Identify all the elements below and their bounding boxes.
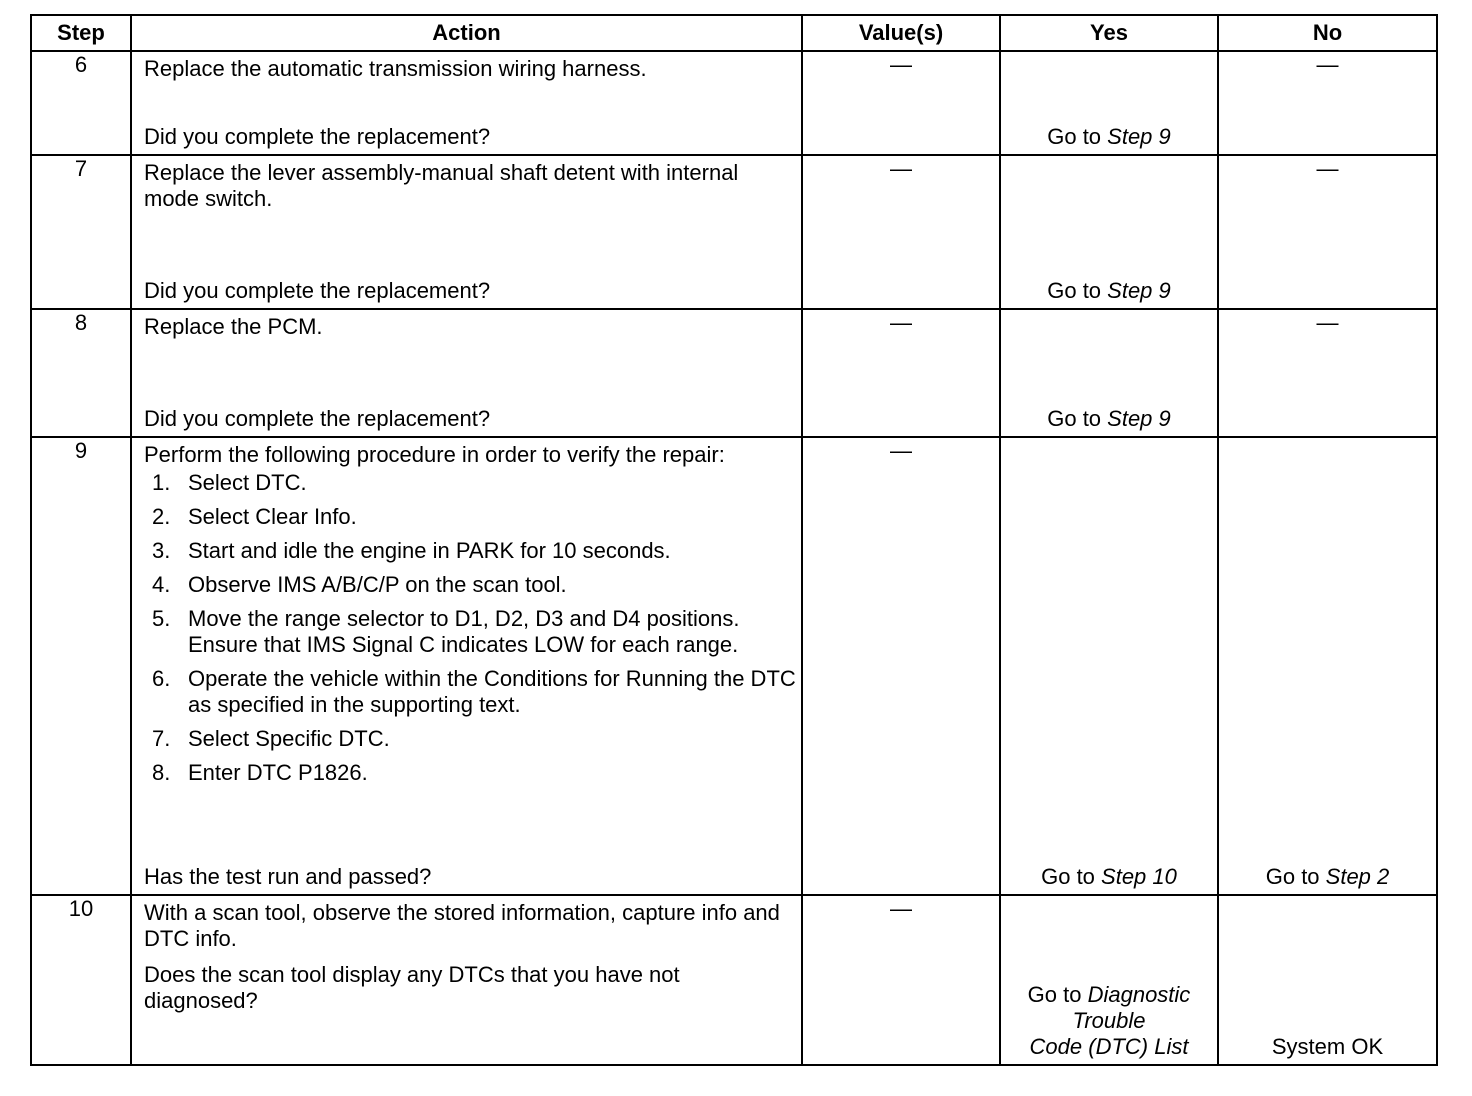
yes-goto: Go to Step 9	[1047, 124, 1171, 149]
action-cell	[131, 895, 802, 1065]
list-item: 4. Observe IMS A/B/C/P on the scan tool.	[152, 572, 567, 597]
action-question: Has the test run and passed?	[144, 864, 432, 889]
action-question: Did you complete the replacement?	[144, 124, 491, 149]
table-row	[31, 437, 1437, 895]
table-row	[31, 51, 1437, 155]
list-item: 3. Start and idle the engine in PARK for 10 seconds.	[152, 538, 671, 563]
action-text: Replace the lever assembly-manual shaft detent with internal mode switch.	[144, 160, 739, 211]
header-step: Step	[31, 15, 131, 51]
header-no: No	[1218, 15, 1437, 51]
table-row	[31, 895, 1437, 1065]
list-item: 2. Select Clear Info.	[152, 504, 357, 529]
step-number: 8	[31, 309, 131, 437]
step-link[interactable]: Step 10	[1101, 864, 1177, 889]
step-number: 9	[31, 437, 131, 895]
yes-cell	[1000, 309, 1218, 437]
diagnostic-table	[30, 14, 1438, 1066]
value-cell: —	[802, 51, 1000, 155]
procedure-list	[132, 470, 801, 786]
action-question: Did you complete the replacement?	[144, 278, 491, 303]
list-item: 6. Operate the vehicle within the Conditions for Running the DTC as specified in the supporting text.	[152, 666, 796, 717]
action-cell	[131, 309, 802, 437]
header-yes: Yes	[1000, 15, 1218, 51]
dtc-list-link[interactable]: Diagnostic	[1087, 982, 1191, 1007]
action-text: Replace the PCM.	[144, 314, 323, 339]
yes-cell	[1000, 895, 1218, 1065]
action-cell	[131, 155, 802, 309]
no-cell: —	[1218, 309, 1437, 437]
dtc-list-link-line2[interactable]: Trouble	[1072, 1008, 1146, 1033]
no-cell	[1218, 437, 1437, 895]
list-item: 5. Move the range selector to D1, D2, D3 and D4 positions. Ensure that IMS Signal C indicates LOW for each range.	[152, 606, 740, 657]
table-row	[31, 309, 1437, 437]
yes-goto: Go to Step 10	[1041, 864, 1177, 889]
header-action: Action	[131, 15, 802, 51]
yes-cell	[1000, 437, 1218, 895]
step-number: 6	[31, 51, 131, 155]
no-cell	[1218, 895, 1437, 1065]
value-cell: —	[802, 437, 1000, 895]
table-row	[31, 155, 1437, 309]
step-link[interactable]: Step 9	[1107, 278, 1171, 303]
action-cell	[131, 51, 802, 155]
step-link[interactable]: Step 9	[1107, 406, 1171, 431]
action-text: Replace the automatic transmission wiring harness.	[144, 56, 647, 81]
action-text: Perform the following procedure in order to verify the repair:	[144, 442, 725, 467]
list-item: 8. Enter DTC P1826.	[152, 760, 368, 785]
yes-cell	[1000, 51, 1218, 155]
step-link[interactable]: Step 9	[1107, 124, 1171, 149]
dtc-list-link-line3[interactable]: Code (DTC) List	[1029, 1034, 1189, 1059]
no-cell: —	[1218, 51, 1437, 155]
header-values: Value(s)	[802, 15, 1000, 51]
value-cell: —	[802, 155, 1000, 309]
yes-cell	[1000, 155, 1218, 309]
list-item: 1. Select DTC.	[152, 470, 307, 495]
step-number: 7	[31, 155, 131, 309]
action-question: Did you complete the replacement?	[144, 406, 491, 431]
step-number: 10	[31, 895, 131, 1065]
yes-goto: Go to Diagnostic Trouble Code (DTC) List	[1027, 982, 1191, 1059]
header-row	[31, 15, 1437, 51]
yes-goto: Go to Step 9	[1047, 406, 1171, 431]
action-text: With a scan tool, observe the stored information, capture info and DTC info.	[144, 900, 780, 951]
no-result: System OK	[1271, 1034, 1384, 1059]
list-item: 7. Select Specific DTC.	[152, 726, 390, 751]
value-cell: —	[802, 309, 1000, 437]
value-cell: —	[802, 895, 1000, 1065]
yes-goto: Go to Step 9	[1047, 278, 1171, 303]
no-cell: —	[1218, 155, 1437, 309]
action-question: Does the scan tool display any DTCs that you have not diagnosed?	[144, 962, 680, 1013]
no-goto: Go to Step 2	[1265, 864, 1390, 889]
action-cell	[131, 437, 802, 895]
step-link[interactable]: Step 2	[1325, 864, 1390, 889]
